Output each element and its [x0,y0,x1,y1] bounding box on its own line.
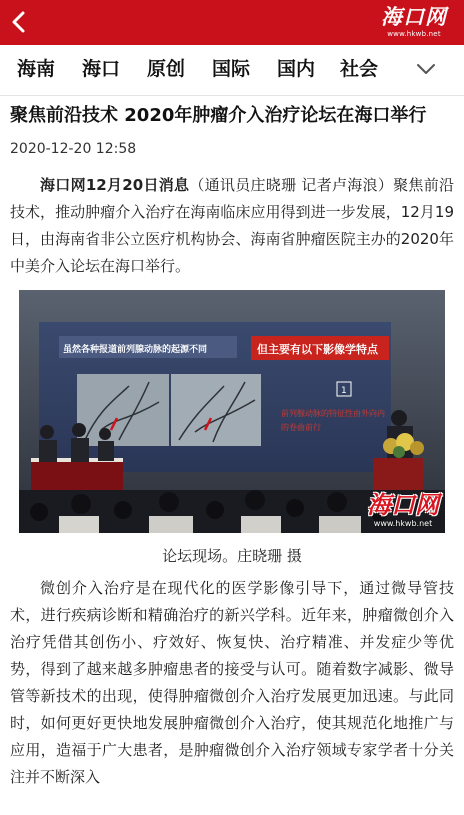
nav-item-international[interactable]: 国际 [212,58,251,80]
back-button[interactable] [4,7,34,37]
slide-note-1: 前列腺动脉的特征性由外向内 [281,409,385,418]
lead-paragraph [10,172,454,280]
lead-byline: （通讯员庄晓珊 记者卢海浪） [189,176,394,194]
site-logo[interactable] [374,4,454,42]
article-photo[interactable] [19,290,445,533]
lead-text: 聚焦前沿技术，推动肿瘤介入治疗在海南临床应用得到进一步发展，12月19日，由海南省非公立医疗机构协会、海南省肿瘤医院主办的2020年中美介入论坛在海口举行。 [10,176,455,275]
nav-item-original[interactable]: 原创 [147,58,186,80]
nav-expand-button[interactable] [414,57,438,81]
logo-text: 海口网 [381,4,447,29]
slide-heading-right: 但主要有以下影像学特点 [257,343,378,356]
watermark-url: www.hkwb.net [373,519,433,528]
slide-heading-left: 虽然各种报道前列腺动脉的起源不同 [63,345,208,355]
nav-item-society[interactable]: 社会 [340,58,379,80]
slide-note-2: 的卷曲前行 [281,423,321,432]
chevron-down-icon [414,57,438,81]
article-title: 聚焦前沿技术 2020年肿瘤介入治疗论坛在海口举行 [10,105,427,126]
category-nav [0,45,464,96]
chevron-left-icon [4,7,34,37]
slide-badge: 1 [341,386,347,396]
logo-url: www.hkwb.net [387,30,441,38]
top-bar [0,0,464,45]
photo-caption: 论坛现场。庄晓珊 摄 [162,547,302,565]
photo-watermark [367,491,439,529]
lead-dateline: 海口网12月20日消息 [40,176,190,194]
body-paragraph: 微创介入治疗是在现代化的医学影像引导下，通过微导管技术，进行疾病诊断和精确治疗的新兴学科。近年来，肿瘤微创介入治疗凭借其创伤小、疗效好、恢复快、治疗精准、并发症少等优势，得到了越来越多肿瘤患者的接受与认可。随着数字减影、微导管等新技术的出现，使得肿瘤微创介入治疗发展更加迅速。与此同时，如何更好更快地发展肿瘤微创介入治疗，使其规范化地推广与应用，造福于广大患者，是肿瘤微创介入治疗领域专家学者十分关注并不断深入 [10,579,454,786]
nav-item-haikou[interactable]: 海口 [82,58,121,80]
nav-item-hainan[interactable]: 海南 [17,58,56,80]
watermark-text: 海口网 [367,490,439,519]
nav-item-domestic[interactable]: 国内 [277,58,316,80]
article-date: 2020-12-20 12:58 [10,141,137,157]
